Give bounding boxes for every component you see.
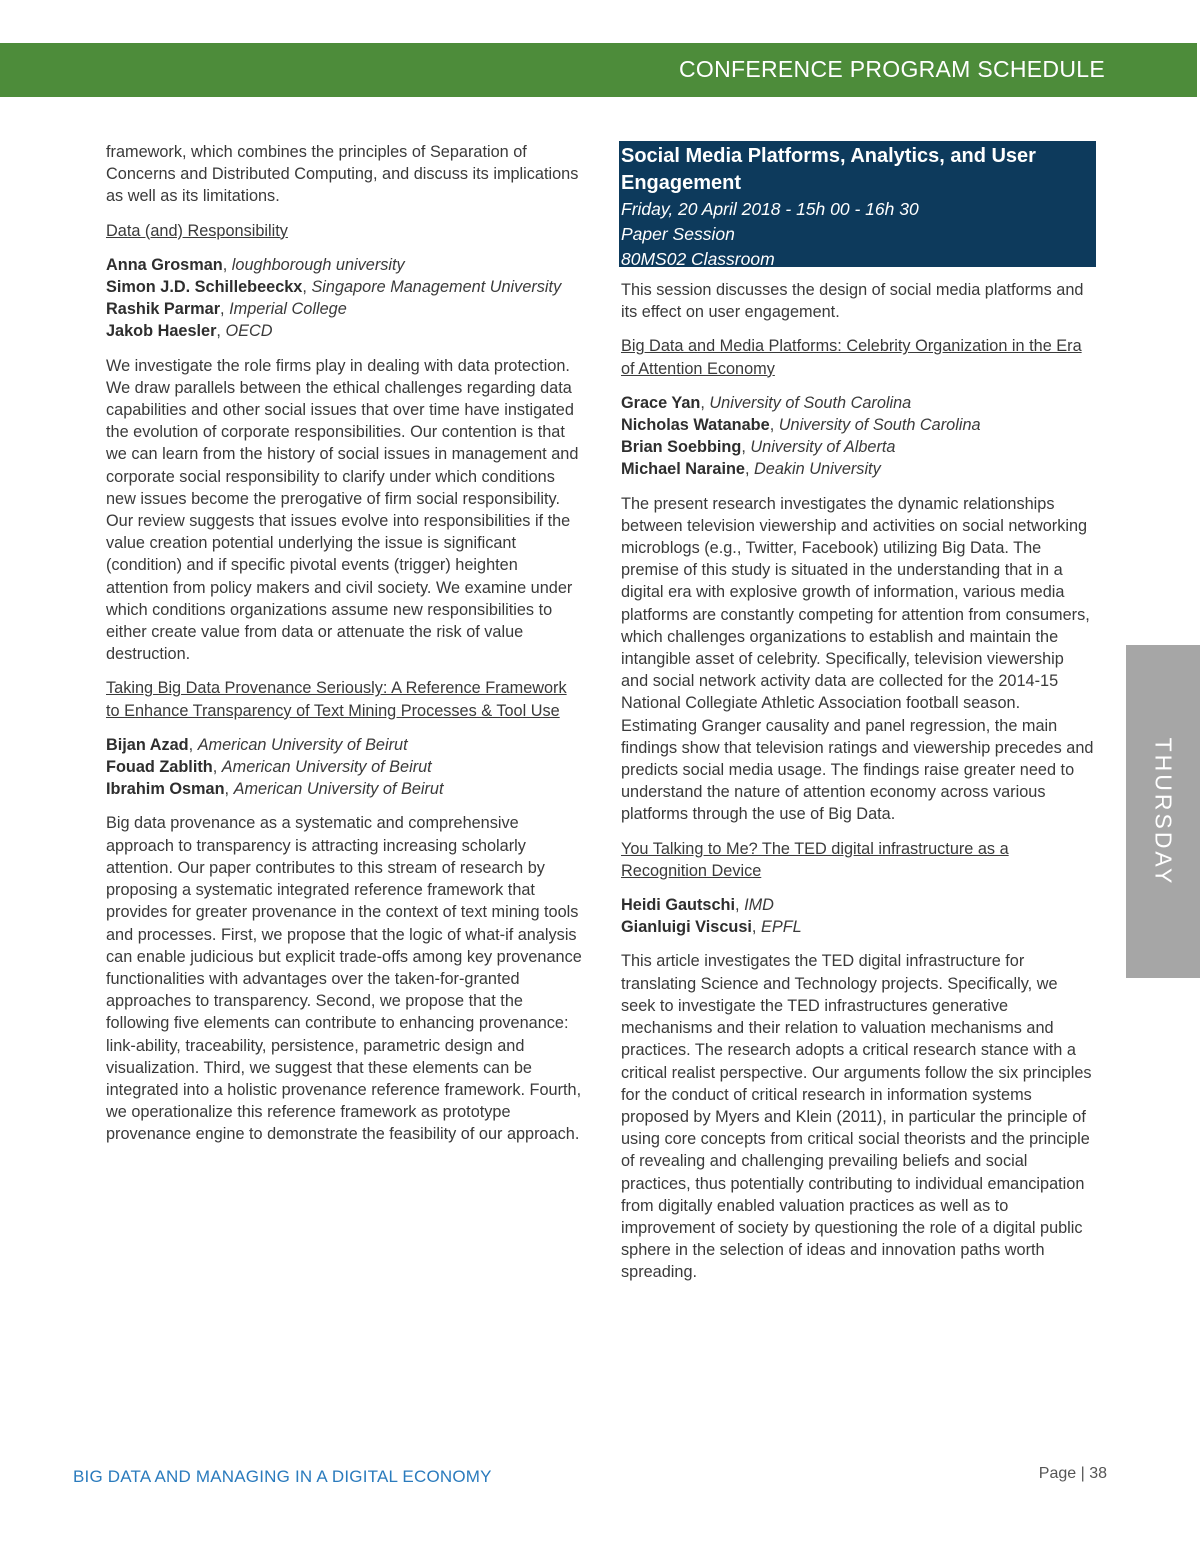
- author-name: Gianluigi Viscusi: [621, 918, 752, 937]
- page-header-title: CONFERENCE PROGRAM SCHEDULE: [679, 56, 1105, 82]
- paper-abstract: We investigate the role firms play in dealing with data protection. We draw parallels between the ethical challenges regarding data capabilities and other social issues that over time have instigated the evolution of corporate responsibilities. Our contention is that we can learn from the history of social issues in management and corporate social responsibility to clarify under which conditions new issues become the prerogative of firm social responsibility. Our review suggests that issues evolve into responsibilities if the value creation potential underlying the issue is significant (condition) and if specific pivotal events (trigger) heighten attention from policy makers and civil society. We examine under which conditions organizations assume new responsibilities to either create value from data or attenuate the risk of value destruction.: [106, 356, 579, 664]
- author: Heidi Gautschi, IMD: [621, 896, 774, 915]
- session-datetime: Friday, 20 April 2018 - 15h 00 - 16h 30: [621, 199, 919, 219]
- author-affiliation: American University of Beirut: [221, 758, 432, 777]
- paper-title: Big Data and Media Platforms: Celebrity Organization in the Era of Attention Economy: [621, 337, 1082, 378]
- header-bar: [0, 43, 1197, 97]
- paper-abstract: The present research investigates the dynamic relationships between television viewership and activities on social networking microblogs (e.g., Twitter, Facebook) utilizing Big Data. The premise of this study is situated in the understanding that in a digital era with explosive growth of information, various media platforms are constantly competing for attention from consumers, which challenges organizations to establish and maintain the intangible asset of celebrity. Specifically, television viewership and social network activity data are collected for the 2014-15 National Collegiate Athletic Association football season. Estimating Granger causality and panel regression, the main findings show that television ratings and viewership precedes and predicts social media usage. The findings raise greater need to understand the nature of attention economy across various platforms through the use of Big Data.: [621, 494, 1094, 824]
- author-name: Grace Yan: [621, 393, 701, 412]
- left-column: [106, 141, 582, 1158]
- author: Rashik Parmar, Imperial College: [106, 300, 347, 319]
- author: Bijan Azad, American University of Beirut: [106, 735, 408, 754]
- session-type: Paper Session: [621, 224, 735, 244]
- author-name: Heidi Gautschi: [621, 896, 735, 915]
- author-list: [621, 894, 1095, 938]
- author: Anna Grosman, loughborough university: [106, 255, 405, 274]
- author-list: [106, 734, 582, 801]
- author-list: [106, 254, 582, 343]
- author: Michael Naraine, Deakin University: [621, 460, 881, 479]
- session-header-box: [619, 141, 1096, 267]
- paper-abstract: This article investigates the TED digital infrastructure for translating Science and Technology projects. Specifically, we seek to investigate the TED infrastructures generative mechanisms and their relation to valuation mechanisms and practices. The research adopts a critical research stance with a critical realist perspective. Our arguments follow the six principles for the conduct of critical research in information systems proposed by Myers and Klein (2011), in particular the principle of using core concepts from critical social theorists and the principle of revealing and challenging prevailing beliefs and social practices, thus potentially contributing to individual emancipation from digitally enabled valuation practices as well as to improvement of society by questioning the role of a digital public sphere in the selection of ideas and innovation paths worth spreading.: [621, 952, 1092, 1282]
- author-affiliation: Imperial College: [229, 300, 347, 319]
- footer-publication-title: BIG DATA AND MANAGING IN A DIGITAL ECONOMY: [73, 1467, 492, 1486]
- author: Ibrahim Osman, American University of Beirut: [106, 780, 444, 799]
- author-name: Ibrahim Osman: [106, 780, 225, 799]
- day-side-tab: [1126, 645, 1200, 978]
- right-column: [621, 141, 1095, 1296]
- paper-title: Data (and) Responsibility: [106, 221, 288, 240]
- author-name: Nicholas Watanabe: [621, 416, 770, 435]
- author-affiliation: American University of Beirut: [233, 780, 444, 799]
- author-affiliation: IMD: [744, 896, 774, 915]
- paper-title: You Talking to Me? The TED digital infrastructure as a Recognition Device: [621, 839, 1009, 880]
- author-name: Fouad Zablith: [106, 758, 213, 777]
- paper-abstract: Big data provenance as a systematic and comprehensive approach to transparency is attracting increasing scholarly attention. Our paper contributes to this stream of research by proposing a systematic integrated reference framework that provides for greater provenance in the context of text mining tools and processes. First, we propose that the logic of what-if analysis can enable judicious but explicit trade-offs among key provenance functionalities with advantages over the taken-for-granted approaches to transparency. Second, we propose that the following five elements can contribute to enhancing provenance: link-ability, traceability, persistence, parametric design and visualization. Third, we suggest that these elements can be integrated into a holistic provenance reference framework. Fourth, we operationalize this reference framework as prototype provenance engine to demonstrate the feasibility of our approach.: [106, 814, 582, 1144]
- author: Fouad Zablith, American University of Beirut: [106, 758, 432, 777]
- author-list: [621, 392, 1095, 481]
- author-affiliation: Deakin University: [754, 460, 881, 479]
- author: Grace Yan, University of South Carolina: [621, 393, 912, 412]
- author-affiliation: loughborough university: [231, 255, 405, 274]
- author-name: Michael Naraine: [621, 460, 745, 479]
- author-name: Rashik Parmar: [106, 300, 221, 319]
- author-affiliation: OECD: [225, 322, 273, 341]
- author-affiliation: University of South Carolina: [778, 416, 981, 435]
- author: Simon J.D. Schillebeeckx, Singapore Management University: [106, 278, 562, 297]
- author-affiliation: University of Alberta: [750, 438, 896, 457]
- author-name: Bijan Azad: [106, 735, 189, 754]
- author: Gianluigi Viscusi, EPFL: [621, 918, 802, 937]
- author-name: Simon J.D. Schillebeeckx: [106, 278, 303, 297]
- author: Jakob Haesler, OECD: [106, 322, 273, 341]
- footer-page-number: Page | 38: [1038, 1465, 1107, 1482]
- author: Brian Soebbing, University of Alberta: [621, 438, 896, 457]
- author-name: Brian Soebbing: [621, 438, 742, 457]
- author-name: Anna Grosman: [106, 255, 223, 274]
- day-side-tab-label: THURSDAY: [1150, 737, 1177, 886]
- author-affiliation: Singapore Management University: [311, 278, 562, 297]
- author-affiliation: University of South Carolina: [709, 393, 912, 412]
- intro-text: framework, which combines the principles of Separation of Concerns and Distributed Computing, and discuss its implications as well as its limitations.: [106, 143, 579, 206]
- author: Nicholas Watanabe, University of South Carolina: [621, 416, 981, 435]
- author-affiliation: American University of Beirut: [197, 735, 408, 754]
- session-title: Social Media Platforms, Analytics, and User Engagement: [621, 145, 1036, 194]
- session-room: 80MS02 Classroom: [621, 249, 775, 269]
- author-name: Jakob Haesler: [106, 322, 217, 341]
- author-affiliation: EPFL: [760, 918, 802, 937]
- paper-title: Taking Big Data Provenance Seriously: A Reference Framework to Enhance Transparency of Text Mining Processes & Tool Use: [106, 679, 567, 720]
- session-description: This session discusses the design of social media platforms and its effect on user engagement.: [621, 281, 1084, 322]
